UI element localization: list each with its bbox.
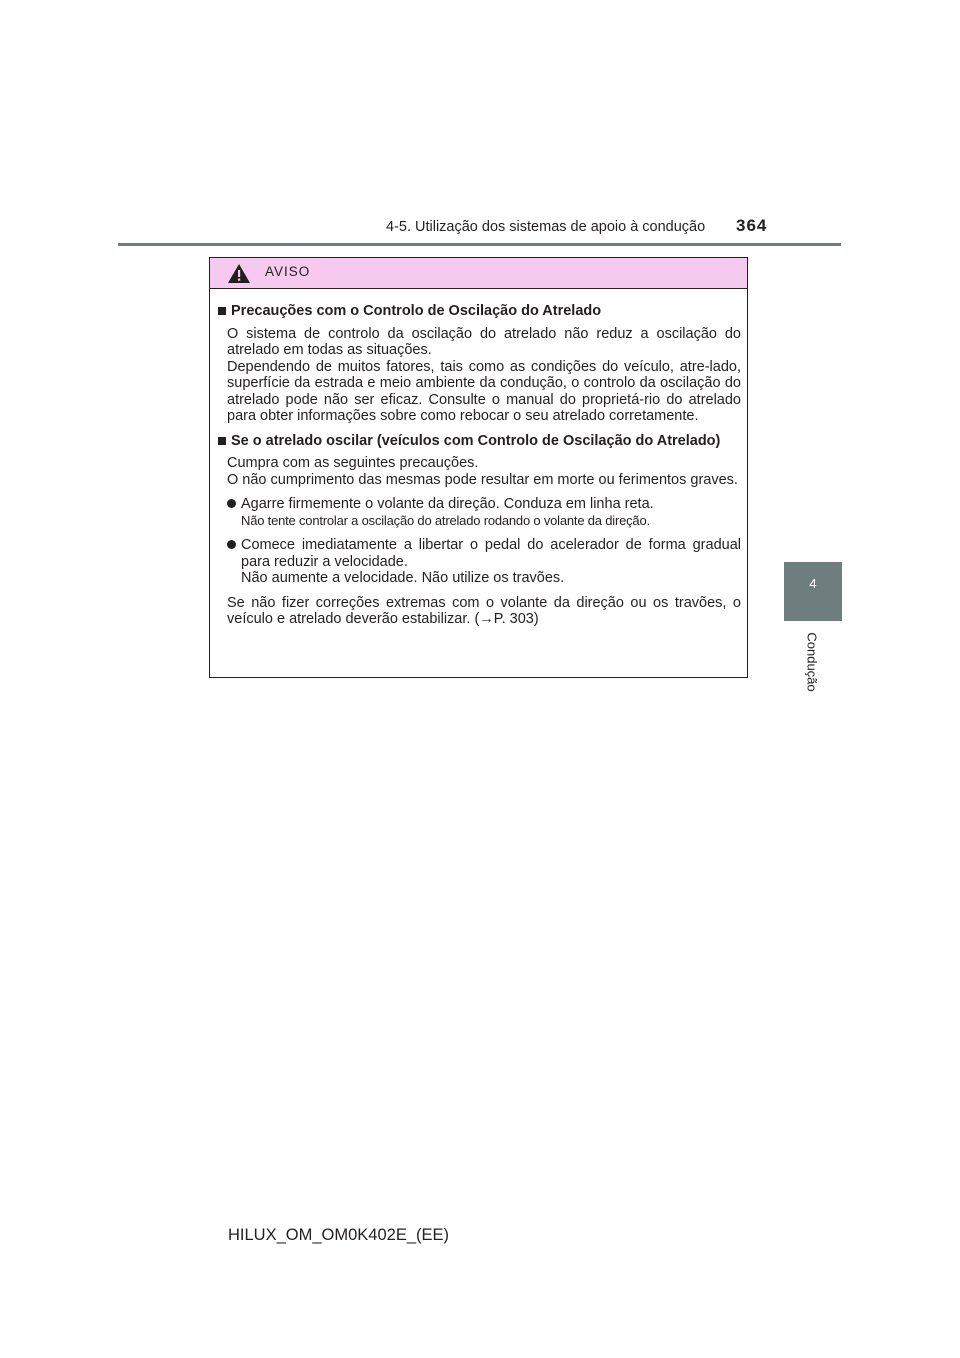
bullet-sub: Não aumente a velocidade. Não utilize os travões. xyxy=(241,570,565,586)
round-bullet-icon xyxy=(227,540,236,549)
bullet-main: Comece imediatamente a libertar o pedal do acelerador de forma gradual para reduzir a velocidade. xyxy=(241,537,741,570)
section-heading: Se o atrelado oscilar (veículos com Controlo de Oscilação do Atrelado) xyxy=(218,433,741,450)
square-bullet-icon xyxy=(218,307,226,315)
paragraph: O não cumprimento das mesmas pode resultar em morte ou ferimentos graves. xyxy=(227,471,738,488)
warning-title: AVISO xyxy=(265,264,311,279)
warning-body xyxy=(210,289,747,628)
paragraph: O sistema de controlo da oscilação do atrelado não reduz a oscilação do atrelado em todas as situações. xyxy=(227,325,741,358)
warning-triangle-icon xyxy=(227,263,251,284)
warning-header xyxy=(210,258,747,289)
section-heading: Precauções com o Controlo de Oscilação do Atrelado xyxy=(218,303,741,320)
round-bullet-icon xyxy=(227,499,236,508)
document-code: HILUX_OM_OM0K402E_(EE) xyxy=(228,1226,450,1244)
chapter-tab[interactable] xyxy=(784,562,842,621)
list-item xyxy=(218,537,741,587)
chapter-number: 4 xyxy=(809,576,817,591)
page-number: 364 xyxy=(736,216,768,235)
list-item xyxy=(218,496,741,529)
paragraph: Dependendo de muitos fatores, tais como as condições do veículo, atre-lado, superfície da estrada e meio ambiente da condução, o controlo da oscilação do atrelado pode não ser eficaz. Consulte o manual do proprietá-rio do atrelado para obter informações sobre como rebocar o seu atrelado corretamente. xyxy=(227,358,741,424)
warning-box xyxy=(209,257,748,678)
square-bullet-icon xyxy=(218,437,226,445)
section-title: 4-5. Utilização dos sistemas de apoio à condução xyxy=(386,219,706,235)
chapter-title: Condução xyxy=(804,632,820,692)
closing-paragraph: Se não fizer correções extremas com o volante da direção ou os travões, o veículo e atrelado deverão estabilizar. (→P. 303) xyxy=(227,594,741,627)
bullet-sub: Não tente controlar a oscilação do atrelado rodando o volante da direção. xyxy=(241,512,650,528)
paragraph: Cumpra com as seguintes precauções. xyxy=(227,455,479,471)
bullet-main: Agarre firmemente o volante da direção. Conduza em linha reta. xyxy=(241,496,654,512)
header-divider xyxy=(118,243,841,246)
